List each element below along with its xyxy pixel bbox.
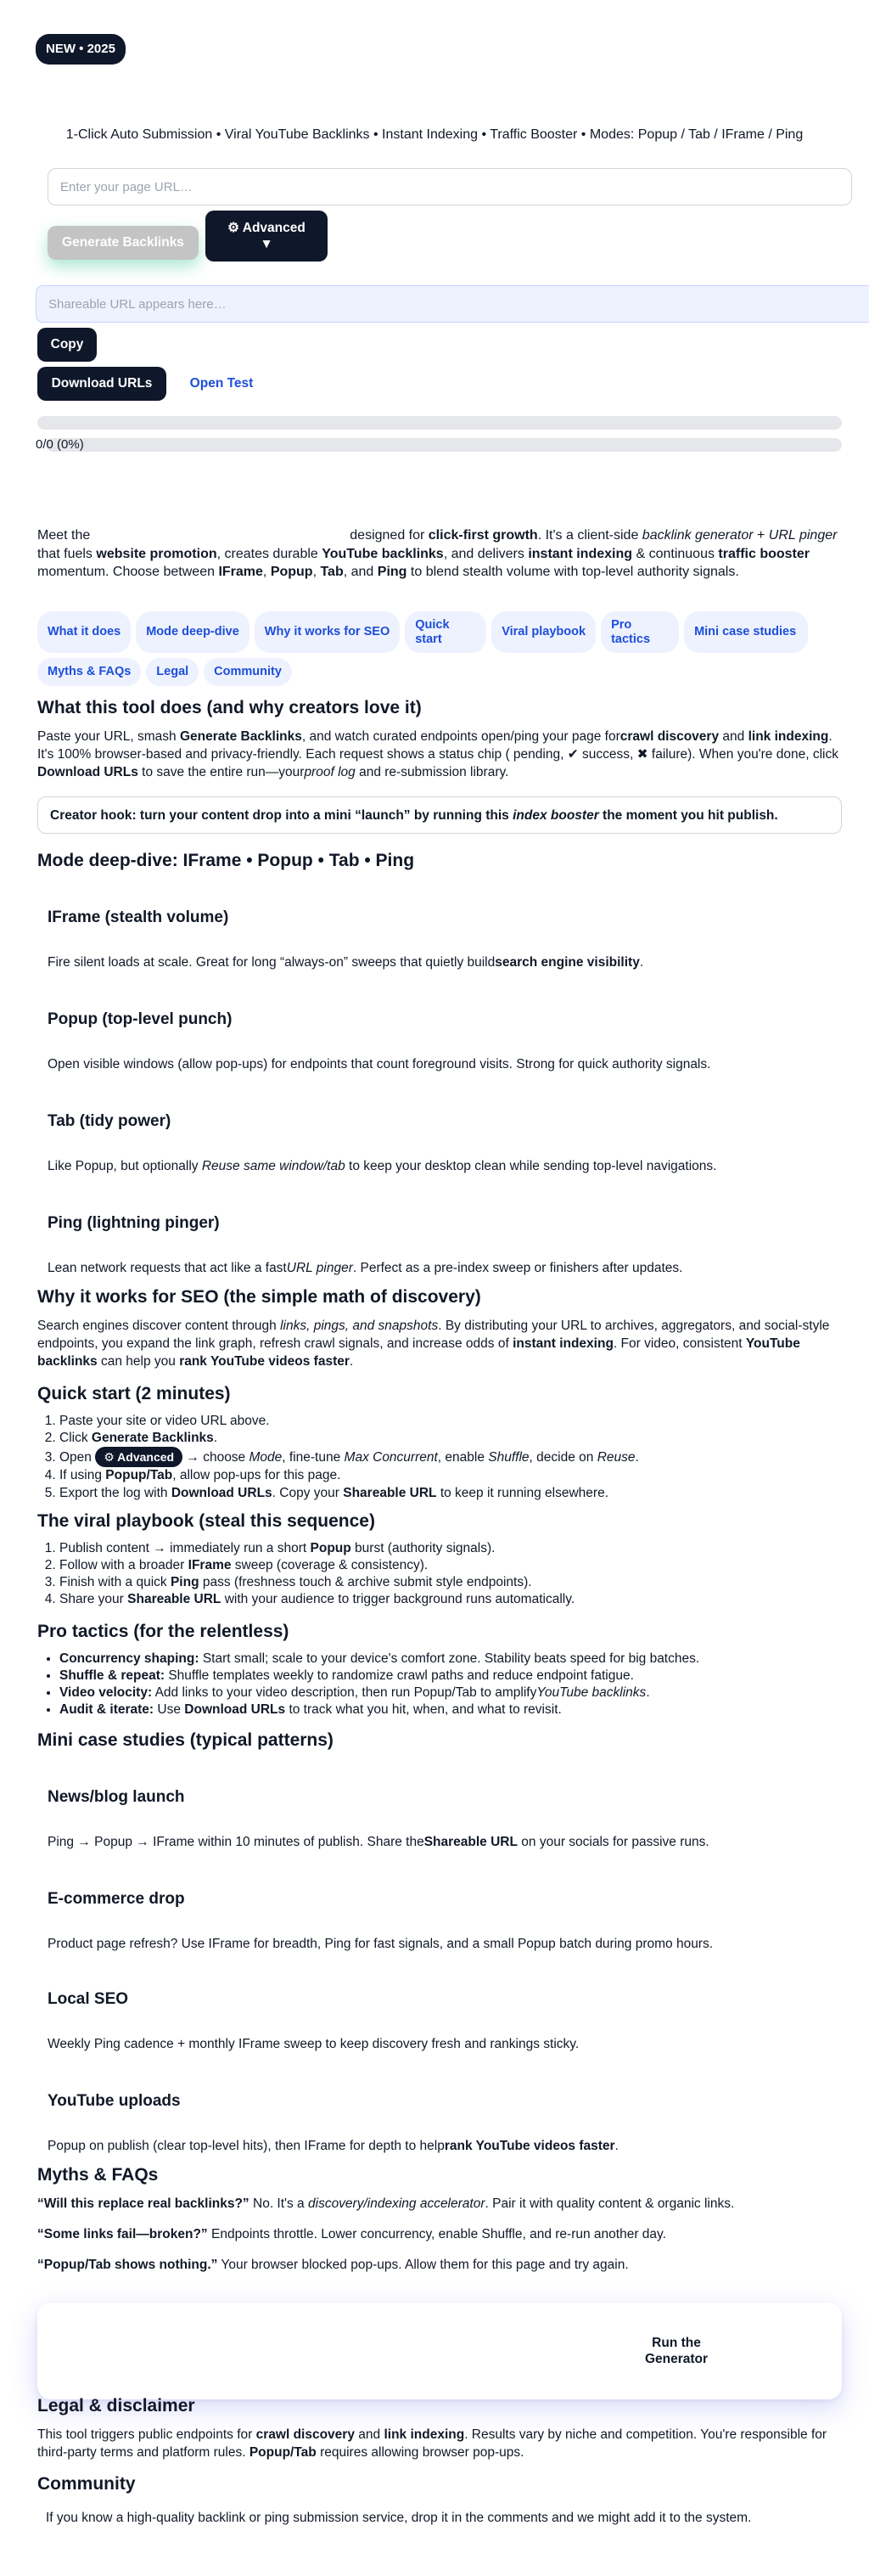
- list-item: 2. Click Generate Backlinks.: [59, 1430, 842, 1447]
- chip-case-studies[interactable]: Mini case studies: [684, 611, 808, 653]
- list-item: • Shuffle & repeat: Shuffle templates weekly to randomize crawl paths and reduce endpoint fatigue.: [59, 1668, 842, 1685]
- chip-legal[interactable]: Legal: [146, 658, 199, 686]
- copy-button[interactable]: Copy: [37, 328, 97, 362]
- chip-viral-playbook[interactable]: Viral playbook: [491, 611, 596, 653]
- open-test-button[interactable]: Open Test: [175, 367, 268, 401]
- mode-iframe-text: Fire silent loads at scale. Great for long “always-on” sweeps that quietly buildsearch engine visibility.: [48, 954, 644, 970]
- case-ecommerce-text: Product page refresh? Use IFrame for breadth, Ping for fast signals, and a small Popup batch during promo hours.: [48, 1936, 714, 1951]
- list-item: 4. Share your Shareable URL with your audience to trigger background runs automatically.: [59, 1591, 842, 1608]
- mode-iframe-title: IFrame (stealth volume): [48, 908, 229, 926]
- case-youtube-text: Popup on publish (clear top-level hits), then IFrame for depth to helprank YouTube videos faster.: [48, 2138, 619, 2153]
- advanced-button[interactable]: [205, 211, 328, 262]
- mode-card-popup: [37, 1009, 842, 1074]
- pro-title: Pro tactics (for the relentless): [37, 1622, 289, 1641]
- chip-why-seo[interactable]: Why it works for SEO: [255, 611, 400, 653]
- tagline: 1-Click Auto Submission • Viral YouTube Backlinks • Instant Indexing • Traffic Booster • Modes: Popup / Tab / IFrame / Ping: [65, 127, 804, 142]
- case-news-text: Ping → Popup → IFrame within 10 minutes of publish. Share theShareable URL on your socials for passive runs.: [48, 1834, 709, 1849]
- list-item: 1. Publish content → immediately run a short Popup burst (authority signals).: [59, 1540, 842, 1557]
- mode-popup-text: Open visible windows (allow pop-ups) for endpoints that count foreground visits. Strong for quick authority signals.: [48, 1056, 711, 1071]
- new-badge: NEW • 2025: [36, 34, 126, 65]
- generate-backlinks-button[interactable]: Generate Backlinks: [48, 226, 199, 260]
- faq-item: “Will this replace real backlinks?” No. It's a discovery/indexing accelerator. Pair it with quality content & organic links.: [37, 2196, 735, 2211]
- list-item: 4. If using Popup/Tab, allow pop-ups for this page.: [59, 1467, 842, 1484]
- creator-hook-callout: Creator hook: turn your content drop into a mini “launch” by running this index booster the moment you hit publish.: [37, 796, 842, 834]
- list-item: 1. Paste your site or video URL above.: [59, 1413, 842, 1430]
- quick-start-list: [37, 1413, 842, 1502]
- what-title: What this tool does (and why creators love it): [37, 698, 422, 717]
- case-youtube-title: YouTube uploads: [48, 2092, 181, 2110]
- legal-paragraph: This tool triggers public endpoints for crawl discovery and link indexing. Results vary by niche and competition. You're responsible for third-party terms and platform rules. Popup/Tab requires allowing browser pop-ups.: [37, 2427, 827, 2460]
- inline-advanced-button[interactable]: ⚙ Advanced: [95, 1447, 182, 1467]
- mode-card-ping: [37, 1212, 842, 1278]
- why-title: Why it works for SEO (the simple math of discovery): [37, 1287, 481, 1307]
- list-item: • Concurrency shaping: Start small; scale to your device's comfort zone. Stability beats speed for big batches.: [59, 1651, 842, 1668]
- chip-pro-tactics[interactable]: Pro tactics: [601, 611, 679, 653]
- chip-myths-faqs[interactable]: Myths & FAQs: [37, 658, 141, 686]
- list-item: 2. Follow with a broader IFrame sweep (coverage & consistency).: [59, 1557, 842, 1574]
- chip-quick-start[interactable]: Quick start: [405, 611, 486, 653]
- cta-card: [37, 2303, 842, 2399]
- legal-title: Legal & disclaimer: [37, 2396, 195, 2416]
- list-item: • Video velocity: Add links to your video description, then run Popup/Tab to amplifyYouTube backlinks.: [59, 1685, 842, 1701]
- case-card-news: [37, 1786, 842, 1852]
- list-item: • Audit & iterate: Use Download URLs to track what you hit, when, and what to revisit.: [59, 1701, 842, 1718]
- chip-what-it-does[interactable]: What it does: [37, 611, 131, 653]
- mode-ping-text: Lean network requests that act like a fastURL pinger. Perfect as a pre-index sweep or finishers after updates.: [48, 1260, 683, 1275]
- mode-tab-title: Tab (tidy power): [48, 1112, 171, 1130]
- url-input[interactable]: [48, 168, 852, 205]
- download-urls-button[interactable]: Download URLs: [37, 367, 166, 401]
- progress-bar-primary: [37, 416, 842, 430]
- mode-card-tab: [37, 1111, 842, 1176]
- list-item: 3. Finish with a quick Ping pass (freshness touch & archive submit style endpoints).: [59, 1574, 842, 1591]
- community-text: If you know a high-quality backlink or ping submission service, drop it in the comments and we might add it to the system.: [46, 2511, 752, 2525]
- run-generator-button[interactable]: Run the Generator: [630, 2330, 723, 2372]
- section-nav: [37, 611, 842, 686]
- faq-item: “Popup/Tab shows nothing.” Your browser blocked pop-ups. Allow them for this page and try again.: [37, 2258, 629, 2272]
- cases-title: Mini case studies (typical patterns): [37, 1730, 334, 1750]
- progress-text: 0/0 (0%): [36, 437, 84, 452]
- viral-title: The viral playbook (steal this sequence): [37, 1511, 375, 1531]
- chip-mode-deep-dive[interactable]: Mode deep-dive: [136, 611, 249, 653]
- progress-bar-secondary: [46, 438, 842, 452]
- mode-popup-title: Popup (top-level punch): [48, 1010, 233, 1028]
- case-local-title: Local SEO: [48, 1990, 129, 2008]
- mode-ping-title: Ping (lightning pinger): [48, 1214, 220, 1232]
- mode-tab-text: Like Popup, but optionally Reuse same window/tab to keep your desktop clean while sending top-level navigations.: [48, 1158, 717, 1173]
- case-card-local-seo: [37, 1988, 842, 2054]
- quick-start-title: Quick start (2 minutes): [37, 1384, 231, 1403]
- modes-title: Mode deep-dive: IFrame • Popup • Tab • Ping: [37, 851, 415, 870]
- mode-card-iframe: [37, 907, 842, 972]
- case-card-youtube: [37, 2090, 842, 2156]
- viral-list: [37, 1540, 842, 1609]
- case-card-ecommerce: [37, 1888, 842, 1954]
- list-item: 5. Export the log with Download URLs. Copy your Shareable URL to keep it running elsewhere.: [59, 1485, 842, 1502]
- case-local-text: Weekly Ping cadence + monthly IFrame sweep to keep discovery fresh and rankings sticky.: [48, 2036, 580, 2051]
- case-ecommerce-title: E-commerce drop: [48, 1890, 185, 1908]
- list-item: 3. Open ⚙ Advanced → choose Mode, fine-tune Max Concurrent, enable Shuffle, decide on Reuse.: [59, 1447, 842, 1467]
- community-title: Community: [37, 2474, 136, 2494]
- case-news-title: News/blog launch: [48, 1788, 185, 1806]
- why-paragraph: Search engines discover content through links, pings, and snapshots. By distributing your URL to archives, aggregators, and social-style endpoints, you expand the link graph, refresh crawl signals, and increase odds of instant indexing. For video, consistent YouTube backlinks can help you rank YouTube videos faster.: [37, 1319, 830, 1369]
- advanced-label: ⚙ Advanced: [227, 220, 306, 235]
- shareable-url-field[interactable]: [36, 285, 869, 323]
- pro-list: [37, 1651, 842, 1719]
- intro-paragraph: Meet the designed for click-first growth. It's a client-side backlink generator + URL pinger that fuels website promotion, creates durable YouTube backlinks, and delivers instant indexing & continuous traffic booster momentum. Choose between IFrame, Popup, Tab, and Ping to blend stealth volume with top-level authority signals.: [37, 528, 838, 580]
- chevron-down-icon: ▼: [260, 237, 273, 251]
- faq-item: “Some links fail—broken?” Endpoints throttle. Lower concurrency, enable Shuffle, and re-run another day.: [37, 2227, 666, 2241]
- chip-community[interactable]: Community: [204, 658, 292, 686]
- what-paragraph: Paste your URL, smash Generate Backlinks, and watch curated endpoints open/ping your page forcrawl discovery and link indexing. It's 100% browser-based and privacy-friendly. Each request shows a status chip ( pending, ✔ success, ✖ failure). When you're done, click Download URLs to save the entire run—yourproof log and re-submission library.: [37, 729, 838, 779]
- faq-title: Myths & FAQs: [37, 2165, 159, 2185]
